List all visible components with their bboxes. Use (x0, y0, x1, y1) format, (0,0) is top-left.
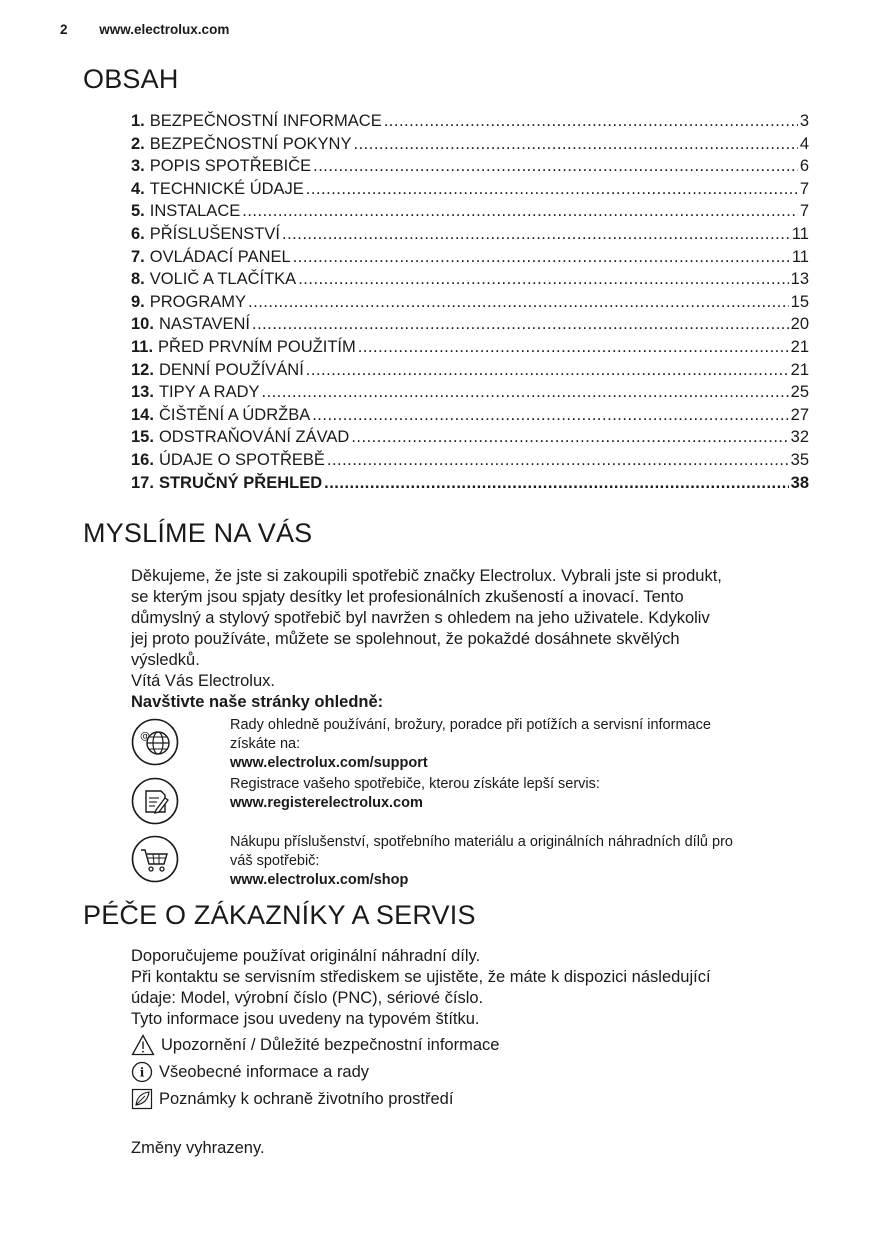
care-heading: PÉČE O ZÁKAZNÍKY A SERVIS (83, 900, 476, 930)
site-url[interactable]: www.electrolux.com (99, 22, 230, 37)
toc-number: 17. (131, 473, 154, 492)
toc-page: 35 (790, 450, 809, 469)
toc-number: 16. (131, 450, 154, 469)
service-line: Registrace vašeho spotřebiče, kterou získáte lepší servis: (230, 776, 600, 792)
toc-page: 11 (791, 247, 809, 266)
toc-leader (242, 202, 798, 221)
toc-title: INSTALACE (149, 202, 241, 221)
toc-row[interactable] (131, 428, 809, 451)
toc-row[interactable] (131, 406, 809, 429)
toc-page: 6 (799, 157, 809, 176)
toc-page: 15 (790, 292, 809, 311)
toc-title: BEZPEČNOSTNÍ INFORMACE (149, 112, 382, 130)
intro-line: se kterým jsou spjaty desítky let profesionálních zkušeností a inovací. Tento (131, 588, 684, 606)
toc-row[interactable] (131, 293, 809, 316)
shop-link[interactable]: www.electrolux.com/shop (230, 872, 409, 888)
toc-title: ÚDAJE O SPOTŘEBĚ (158, 450, 325, 469)
toc-title: ČIŠTĚNÍ A ÚDRŽBA (158, 405, 311, 424)
page-header (60, 22, 229, 37)
toc-title: PŘED PRVNÍM POUŽITÍM (158, 337, 356, 356)
toc-row[interactable] (131, 338, 809, 361)
toc-row[interactable] (131, 315, 809, 338)
toc-title: VOLIČ A TLAČÍTKA (149, 270, 297, 289)
service-shop (230, 833, 820, 890)
table-of-contents (131, 112, 809, 496)
toc-leader (306, 180, 798, 199)
support-link[interactable]: www.electrolux.com/support (230, 755, 428, 771)
toc-row[interactable] (131, 383, 809, 406)
intro-line: důmyslný a stylový spotřebič byl navržen s ohledem na jeho uživatele. Kdykoliv (131, 609, 710, 627)
toc-row[interactable] (131, 474, 809, 497)
toc-title: DENNÍ POUŽÍVÁNÍ (158, 360, 304, 379)
toc-leader (353, 135, 797, 154)
toc-title: TECHNICKÉ ÚDAJE (149, 179, 304, 198)
toc-number: 12. (131, 360, 154, 379)
intro-line: Děkujeme, že jste si zakoupili spotřebič značky Electrolux. Vybrali jste si produkt, (131, 567, 722, 585)
toc-title: PŘÍSLUŠENSTVÍ (149, 224, 280, 243)
service-line: získáte na: (230, 736, 301, 752)
toc-page: 4 (799, 134, 809, 153)
toc-leader (384, 112, 798, 131)
toc-title: TIPY A RADY (158, 383, 260, 402)
toc-number: 15. (131, 428, 154, 447)
legend-text: Poznámky k ochraně životního prostředí (159, 1089, 454, 1108)
toc-leader (358, 338, 789, 357)
leaf-icon (131, 1088, 153, 1110)
toc-row[interactable] (131, 135, 809, 158)
toc-number: 2. (131, 134, 145, 153)
toc-leader (351, 428, 788, 447)
welcome-line: Vítá Vás Electrolux. (131, 672, 275, 690)
toc-number: 3. (131, 157, 145, 176)
toc-title: NASTAVENÍ (158, 315, 251, 334)
toc-leader (298, 270, 788, 289)
toc-number: 5. (131, 202, 145, 221)
toc-number: 8. (131, 270, 145, 289)
toc-number: 10. (131, 315, 154, 334)
toc-number: 7. (131, 247, 145, 266)
toc-page: 21 (790, 360, 809, 379)
contents-heading: OBSAH (83, 64, 179, 94)
toc-leader (313, 157, 798, 176)
toc-leader (312, 406, 788, 425)
intro-line: výsledků. (131, 651, 200, 669)
toc-title: OVLÁDACÍ PANEL (149, 247, 291, 266)
toc-title: POPIS SPOTŘEBIČE (149, 157, 312, 176)
care-line: údaje: Model, výrobní číslo (PNC), sériové číslo. (131, 989, 484, 1007)
toc-row[interactable] (131, 270, 809, 293)
toc-leader (306, 361, 789, 380)
toc-leader (327, 451, 789, 470)
toc-title: PROGRAMY (149, 292, 247, 311)
toc-title: ODSTRAŇOVÁNÍ ZÁVAD (158, 428, 350, 447)
toc-page: 38 (790, 473, 809, 492)
care-line: Tyto informace jsou uvedeny na typovém štítku. (131, 1010, 480, 1028)
care-line: Při kontaktu se servisním střediskem se ujistěte, že máte k dispozici následující (131, 968, 711, 986)
info-icon (131, 1061, 153, 1083)
toc-number: 13. (131, 383, 154, 402)
toc-page: 11 (791, 224, 809, 243)
toc-row[interactable] (131, 248, 809, 271)
toc-leader (248, 293, 789, 312)
service-line: Rady ohledně používání, brožury, poradce při potížích a servisní informace (230, 717, 711, 733)
thinking-heading: MYSLÍME NA VÁS (83, 518, 313, 548)
legend-warning (131, 1034, 499, 1056)
toc-row[interactable] (131, 157, 809, 180)
legend-text: Všeobecné informace a rady (159, 1062, 370, 1081)
toc-page: 25 (790, 383, 809, 402)
toc-number: 14. (131, 405, 154, 424)
toc-title: BEZPEČNOSTNÍ POKYNY (149, 134, 352, 153)
toc-page: 20 (790, 315, 809, 334)
toc-number: 11. (131, 337, 154, 356)
page-number: 2 (60, 22, 68, 37)
toc-page: 21 (790, 337, 809, 356)
toc-page: 7 (799, 202, 809, 221)
register-icon (131, 777, 179, 825)
legend-text: Upozornění / Důležité bezpečnostní informace (161, 1035, 500, 1054)
toc-leader (252, 315, 789, 334)
toc-row[interactable] (131, 225, 809, 248)
warning-icon (131, 1034, 155, 1056)
svg-text:@: @ (140, 731, 150, 742)
visit-line: Navštivte naše stránky ohledně: (131, 693, 384, 711)
toc-leader (282, 225, 790, 244)
toc-page: 13 (790, 270, 809, 289)
register-link[interactable]: www.registerelectrolux.com (230, 795, 423, 811)
legend-environment (131, 1088, 453, 1110)
service-register (230, 775, 820, 813)
toc-number: 1. (131, 112, 145, 130)
toc-row[interactable] (131, 451, 809, 474)
toc-row[interactable] (131, 180, 809, 203)
toc-row[interactable] (131, 361, 809, 384)
toc-leader (293, 248, 790, 267)
toc-leader (262, 383, 789, 402)
intro-line: jej proto používáte, můžete se spolehnout, že pokaždé dosáhnete skvělých (131, 630, 680, 648)
service-line: Nákupu příslušenství, spotřebního materiálu a originálních náhradních dílů pro (230, 834, 733, 850)
toc-title: STRUČNÝ PŘEHLED (158, 473, 323, 492)
toc-number: 6. (131, 224, 145, 243)
svg-text:i: i (139, 1065, 145, 1080)
care-text (131, 946, 811, 1030)
cart-icon (131, 835, 179, 883)
toc-row[interactable] (131, 202, 809, 225)
toc-page: 27 (790, 405, 809, 424)
toc-page: 32 (790, 428, 809, 447)
globe-icon (131, 718, 179, 766)
changes-note: Změny vyhrazeny. (131, 1139, 265, 1157)
toc-leader (324, 474, 789, 493)
service-line: váš spotřebič: (230, 853, 320, 869)
legend-info (131, 1061, 369, 1083)
intro-text (131, 566, 811, 713)
care-line: Doporučujeme používat originální náhradní díly. (131, 947, 481, 965)
toc-number: 4. (131, 179, 145, 198)
service-support (230, 716, 820, 773)
toc-row[interactable] (131, 112, 809, 135)
toc-number: 9. (131, 292, 145, 311)
toc-page: 3 (799, 112, 809, 130)
toc-page: 7 (799, 179, 809, 198)
